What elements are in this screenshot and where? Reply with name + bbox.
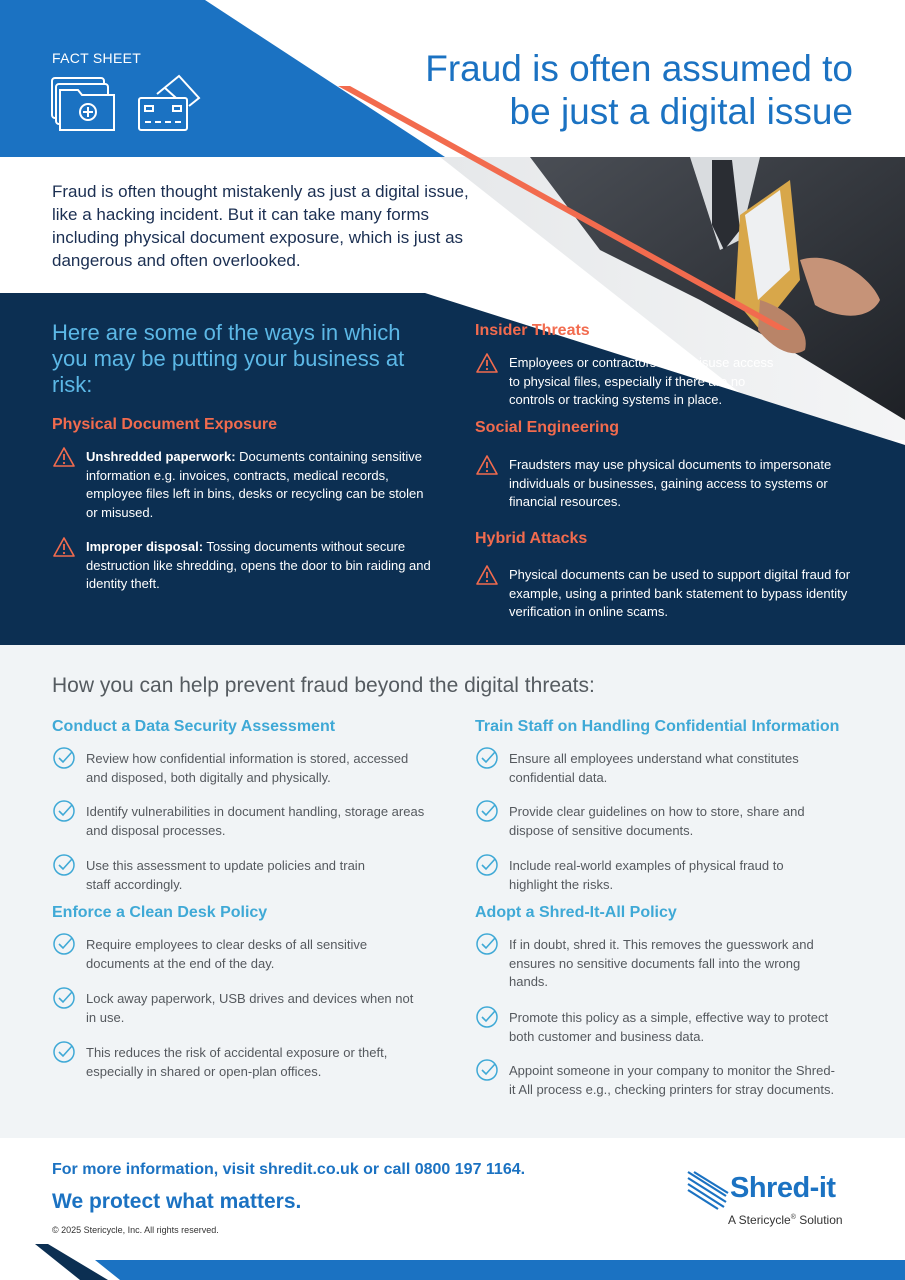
- train-staff-title: Train Staff on Handling Confidential Information: [475, 718, 840, 735]
- check-circle-icon: [52, 799, 76, 823]
- risk-text: Tossing documents without secure destruction like shredding, opens the door to bin raiding and identity theft.: [86, 539, 431, 591]
- warning-icon: [475, 454, 499, 476]
- logo-sub-suffix: Solution: [795, 1213, 843, 1227]
- prevent-item-text: Appoint someone in your company to monitor the Shred-it All process e.g., checking printers for stray documents.: [509, 1063, 835, 1097]
- prevent-item: [475, 1009, 855, 1046]
- prevent-item-text: This reduces the risk of accidental exposure or theft, especially in shared or open-plan offices.: [86, 1045, 388, 1079]
- page-title-line1: Fraud is often assumed to: [425, 48, 853, 89]
- prevent-item: [52, 750, 432, 787]
- logo-subtitle: [728, 1213, 843, 1227]
- warning-icon: [52, 446, 76, 468]
- prevent-item-text: Provide clear guidelines on how to store, share and dispose of sensitive documents.: [509, 804, 805, 838]
- risk-text: Employees or contractors may misuse access to physical files, especially if there are no controls or tracking systems in place.: [509, 355, 774, 407]
- prevent-item-text: If in doubt, shred it. This removes the guesswork and ensures no sensitive documents fall into the wrong hands.: [509, 937, 814, 989]
- check-circle-icon: [475, 746, 499, 770]
- shred-it-logo-icon: [686, 1168, 730, 1212]
- risk-item-hybrid: [475, 566, 855, 622]
- credit-card-icon: [137, 74, 201, 134]
- check-circle-icon: [52, 986, 76, 1010]
- prevent-item-text: Include real-world examples of physical fraud to highlight the risks.: [509, 858, 784, 892]
- prevent-item: [475, 750, 835, 787]
- logo-name: Shred-it: [730, 1172, 836, 1204]
- prevent-item: [52, 990, 422, 1027]
- insider-threats-title: Insider Threats: [475, 322, 590, 339]
- check-circle-icon: [52, 853, 76, 877]
- folder-plus-icon: [50, 74, 118, 134]
- prevent-item: [475, 936, 815, 992]
- fact-sheet-label: FACT SHEET: [52, 50, 142, 66]
- prevent-item: [52, 1044, 432, 1081]
- intro-paragraph: Fraud is often thought mistakenly as just a digital issue, like a hacking incident. But it can take many forms including physical document exposure, which is just as dangerous and often overlooked.: [52, 182, 469, 270]
- prevent-item-text: Require employees to clear desks of all sensitive documents at the end of the day.: [86, 937, 368, 971]
- risk-text: Documents containing sensitive information e.g. invoices, contracts, medical records, employee files left in bins, desks or recycling can be stolen or misused.: [86, 449, 424, 520]
- risk-lead: Unshredded paperwork:: [86, 449, 236, 464]
- page-title-line2: be just a digital issue: [509, 91, 853, 132]
- prevent-item: [52, 857, 392, 894]
- risk-item-unshredded: [52, 448, 437, 522]
- risk-text: Physical documents can be used to support digital fraud for example, using a printed bank statement to bypass identity verification in online scams.: [509, 567, 851, 619]
- contact-info: For more information, visit shredit.co.uk or call 0800 197 1164.: [52, 1161, 526, 1178]
- prevent-item: [475, 1062, 835, 1099]
- social-engineering-title: Social Engineering: [475, 419, 620, 436]
- check-circle-icon: [52, 932, 76, 956]
- prevent-item-text: Ensure all employees understand what constitutes confidential data.: [509, 751, 799, 785]
- prevent-item: [52, 936, 412, 973]
- check-circle-icon: [475, 853, 499, 877]
- shred-it-logo: [686, 1166, 856, 1230]
- check-circle-icon: [475, 1058, 499, 1082]
- logo-sub-prefix: A Stericycle: [728, 1213, 791, 1227]
- prevent-item-text: Review how confidential information is stored, accessed and disposed, both digitally and physically.: [86, 751, 409, 785]
- hybrid-attacks-title: Hybrid Attacks: [475, 530, 588, 547]
- risk-item-insider: [475, 354, 775, 410]
- warning-icon: [475, 564, 499, 586]
- check-circle-icon: [52, 1040, 76, 1064]
- risk-item-disposal: [52, 538, 437, 594]
- check-circle-icon: [475, 932, 499, 956]
- check-circle-icon: [475, 1005, 499, 1029]
- bottom-decorative-bar: [0, 1240, 905, 1280]
- warning-icon: [475, 352, 499, 374]
- assessment-title: Conduct a Data Security Assessment: [52, 718, 336, 735]
- prevent-item-text: Lock away paperwork, USB drives and devices when not in use.: [86, 991, 414, 1025]
- prevent-heading: How you can help prevent fraud beyond the digital threats:: [52, 674, 595, 697]
- prevent-item: [52, 803, 432, 840]
- shred-policy-title: Adopt a Shred-It-All Policy: [475, 904, 677, 921]
- risk-text: Fraudsters may use physical documents to impersonate individuals or businesses, gaining access to systems or financial resources.: [509, 457, 832, 509]
- prevent-item-text: Use this assessment to update policies and train staff accordingly.: [86, 858, 365, 892]
- risk-lead: Improper disposal:: [86, 539, 204, 554]
- risk-heading: Here are some of the ways in which you may be putting your business at risk:: [52, 320, 405, 397]
- prevent-item-text: Identify vulnerabilities in document handling, storage areas and disposal processes.: [86, 804, 425, 838]
- prevent-item-text: Promote this policy as a simple, effective way to protect both customer and business data.: [509, 1010, 829, 1044]
- warning-icon: [52, 536, 76, 558]
- tagline: We protect what matters.: [52, 1190, 302, 1213]
- copyright: © 2025 Stericycle, Inc. All rights reserved.: [52, 1225, 219, 1235]
- prevent-item: [475, 803, 845, 840]
- page-title: [373, 47, 853, 133]
- check-circle-icon: [52, 746, 76, 770]
- check-circle-icon: [475, 799, 499, 823]
- registered-mark: ®: [790, 1214, 796, 1221]
- risk-item-social: [475, 456, 855, 512]
- clean-desk-title: Enforce a Clean Desk Policy: [52, 904, 268, 921]
- prevent-item: [475, 857, 835, 894]
- physical-exposure-title: Physical Document Exposure: [52, 416, 277, 433]
